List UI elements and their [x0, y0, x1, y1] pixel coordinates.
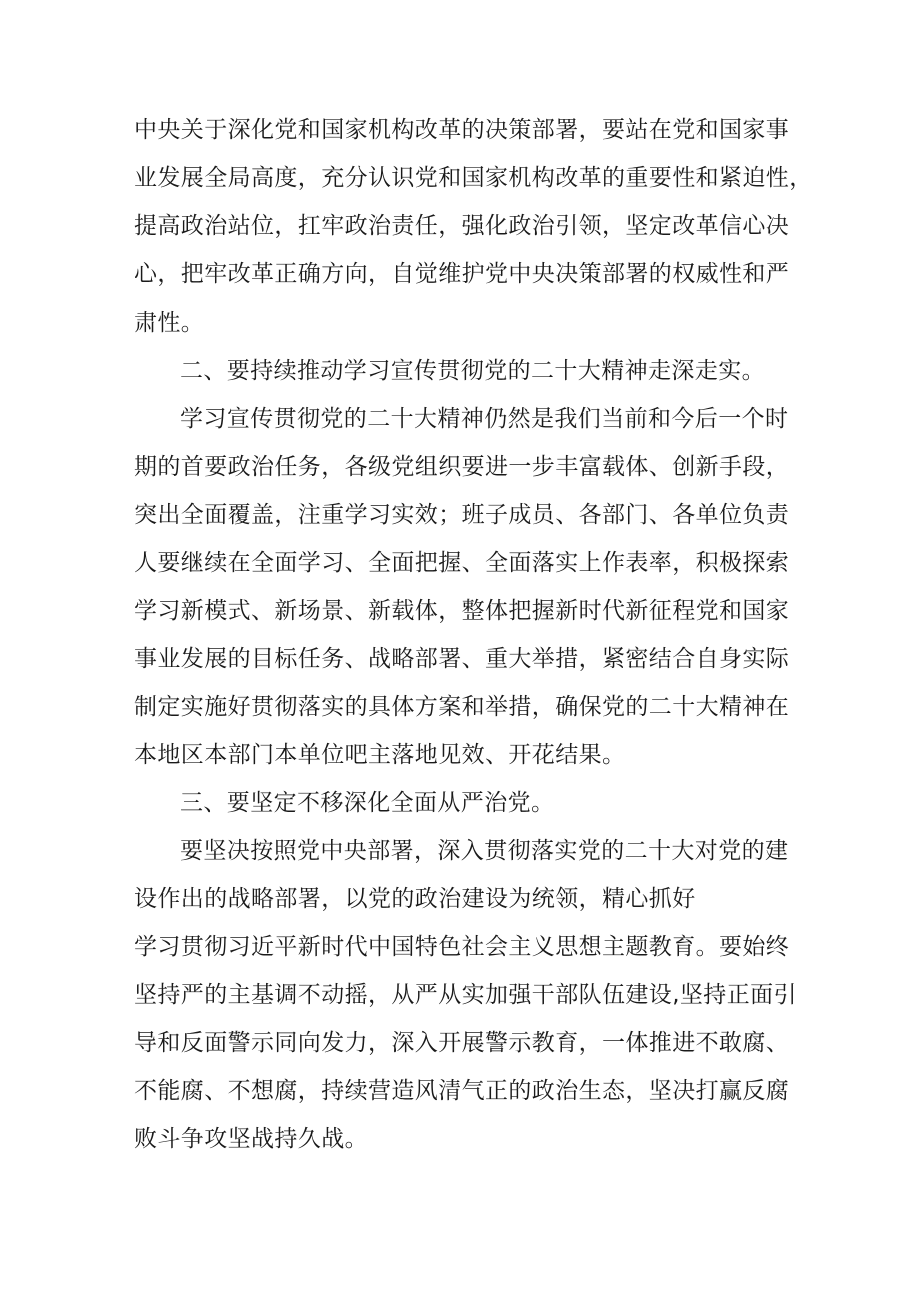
- text-line: 坚持严的主基调不动摇，从严从实加强干部队伍建设,坚持正面引: [134, 982, 797, 1008]
- text-line: 人要继续在全面学习、全面把握、全面落实上作表率，积极探索: [134, 550, 790, 576]
- text-line: 学习新模式、新场景、新载体，整体把握新时代新征程党和国家: [134, 598, 790, 624]
- text-line: 导和反面警示同向发力，深入开展警示教育，一体推进不敢腐、: [134, 1030, 790, 1056]
- text-line: 事业发展的目标任务、战略部署、重大举措，紧密结合自身实际: [134, 646, 790, 672]
- text-line: 提高政治站位，扛牢政治责任，强化政治引领，坚定改革信心决: [134, 213, 790, 239]
- text-line: 肃性。: [134, 310, 205, 336]
- paragraph-start: 要坚决按照党中央部署，深入贯彻落实党的二十大对党的建: [180, 838, 789, 864]
- text-line: 中央关于深化党和国家机构改革的决策部署，要站在党和国家事: [134, 117, 790, 143]
- text-line: 制定实施好贯彻落实的具体方案和举措，确保党的二十大精神在: [134, 694, 790, 720]
- paragraph-start: 学习宣传贯彻党的二十大精神仍然是我们当前和今后一个时: [180, 406, 789, 432]
- text-line: 突出全面覆盖，注重学习实效；班子成员、各部门、各单位负责: [134, 502, 790, 528]
- text-line: 设作出的战略部署，以党的政治建设为统领，精心抓好: [134, 886, 696, 912]
- text-line: 业发展全局高度，充分认识党和国家机构改革的重要性和紧迫性，: [134, 165, 813, 191]
- text-line: 学习贯彻习近平新时代中国特色社会主义思想主题教育。要始终: [134, 934, 790, 960]
- section-heading: 三、要坚定不移深化全面从严治党。: [180, 790, 555, 816]
- text-line: 本地区本部门本单位吧主落地见效、开花结果。: [134, 742, 626, 768]
- section-heading: 二、要持续推动学习宣传贯彻党的二十大精神走深走实。: [180, 358, 765, 384]
- text-line: 败斗争攻坚战持久战。: [134, 1126, 368, 1152]
- text-line: 不能腐、不想腐，持续营造风清气正的政治生态，坚决打赢反腐: [134, 1078, 790, 1104]
- text-line: 心，把牢改革正确方向，自觉维护党中央决策部署的权威性和严: [134, 261, 790, 287]
- text-line: 期的首要政治任务，各级党组织要进一步丰富载体、创新手段，: [134, 454, 790, 480]
